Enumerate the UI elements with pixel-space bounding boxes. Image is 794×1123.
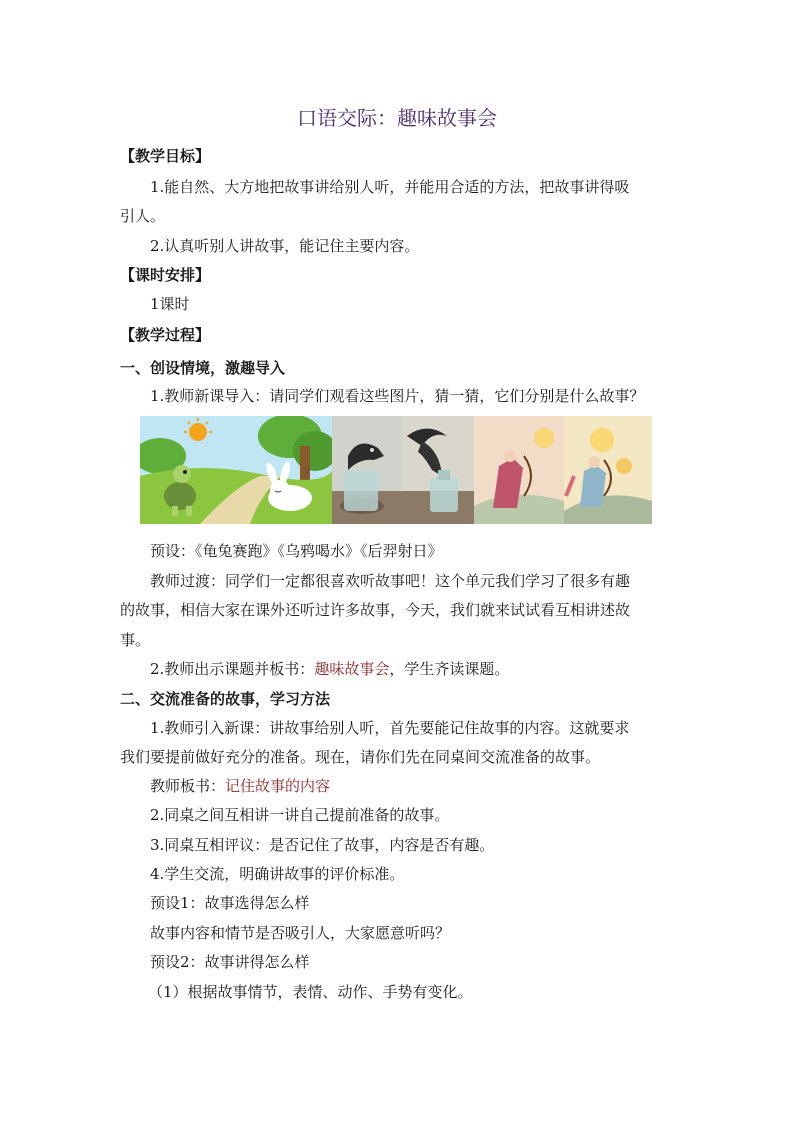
preset-1: 预设1：故事选得怎么样 bbox=[150, 894, 310, 912]
preset-2: 预设2：故事讲得怎么样 bbox=[150, 953, 310, 971]
crow-drinking-water-illustration bbox=[332, 416, 474, 524]
part-1-item-2-suffix: ，学生齐读课题。 bbox=[389, 660, 510, 678]
part-2-item-1-line-2: 我们要提前做好充分的准备。现在，请你们先在同桌间交流准备的故事。 bbox=[120, 748, 601, 766]
preset-stories: 预设：《龟兔赛跑》《乌鸦喝水》《后羿射日》 bbox=[150, 542, 443, 560]
houyi-shooting-suns-illustration bbox=[474, 416, 652, 524]
board-writing-prefix: 教师板书： bbox=[150, 777, 226, 795]
part-2-item-4: 4.学生交流，明确讲故事的评价标准。 bbox=[150, 865, 405, 883]
goal-1-line-2: 引人。 bbox=[120, 207, 166, 225]
schedule-heading: 【课时安排】 bbox=[120, 266, 211, 284]
page-title: 口语交际：趣味故事会 bbox=[297, 106, 497, 130]
story-images bbox=[140, 416, 652, 524]
process-heading: 【教学过程】 bbox=[120, 326, 211, 344]
transition-line-3: 事。 bbox=[120, 631, 151, 649]
preset-2-detail: （1）根据故事情节，表情、动作、手势有变化。 bbox=[148, 983, 473, 1001]
board-title-highlight: 趣味故事会 bbox=[314, 660, 390, 678]
part-2-item-3: 3.同桌互相评议：是否记住了故事，内容是否有趣。 bbox=[150, 836, 495, 854]
goals-heading: 【教学目标】 bbox=[120, 147, 211, 165]
part-1-heading: 一、创设情境，激趣导入 bbox=[120, 359, 286, 377]
schedule-value: 1课时 bbox=[150, 295, 190, 313]
tortoise-hare-illustration bbox=[140, 416, 332, 524]
board-writing bbox=[150, 776, 330, 796]
part-2-item-2: 2.同桌之间互相讲一讲自己提前准备的故事。 bbox=[150, 806, 450, 824]
transition-line-1: 教师过渡：同学们一定都很喜欢听故事吧！这个单元我们学习了很多有趣 bbox=[150, 572, 631, 590]
part-1-item-1: 1.教师新课导入：请同学们观看这些图片，猜一猜，它们分别是什么故事？ bbox=[150, 387, 645, 405]
part-1-item-2 bbox=[150, 659, 509, 679]
preset-1-detail: 故事内容和情节是否吸引人，大家愿意听吗？ bbox=[150, 924, 451, 942]
part-2-heading: 二、交流准备的故事，学习方法 bbox=[120, 690, 331, 708]
goal-1-line-1: 1.能自然、大方地把故事讲给别人听，并能用合适的方法，把故事讲得吸 bbox=[150, 178, 630, 196]
part-1-item-2-prefix: 2.教师出示课题并板书： bbox=[150, 660, 315, 678]
svg-text:z: z bbox=[305, 467, 310, 477]
board-writing-highlight: 记住故事的内容 bbox=[225, 777, 331, 795]
goal-2: 2.认真听别人讲故事，能记住主要内容。 bbox=[150, 237, 420, 255]
transition-line-2: 的故事，相信大家在课外还听过许多故事，今天，我们就来试试看互相讲述故 bbox=[120, 601, 631, 619]
part-2-item-1-line-1: 1.教师引入新课：讲故事给别人听，首先要能记住故事的内容。这就要求 bbox=[150, 719, 630, 737]
